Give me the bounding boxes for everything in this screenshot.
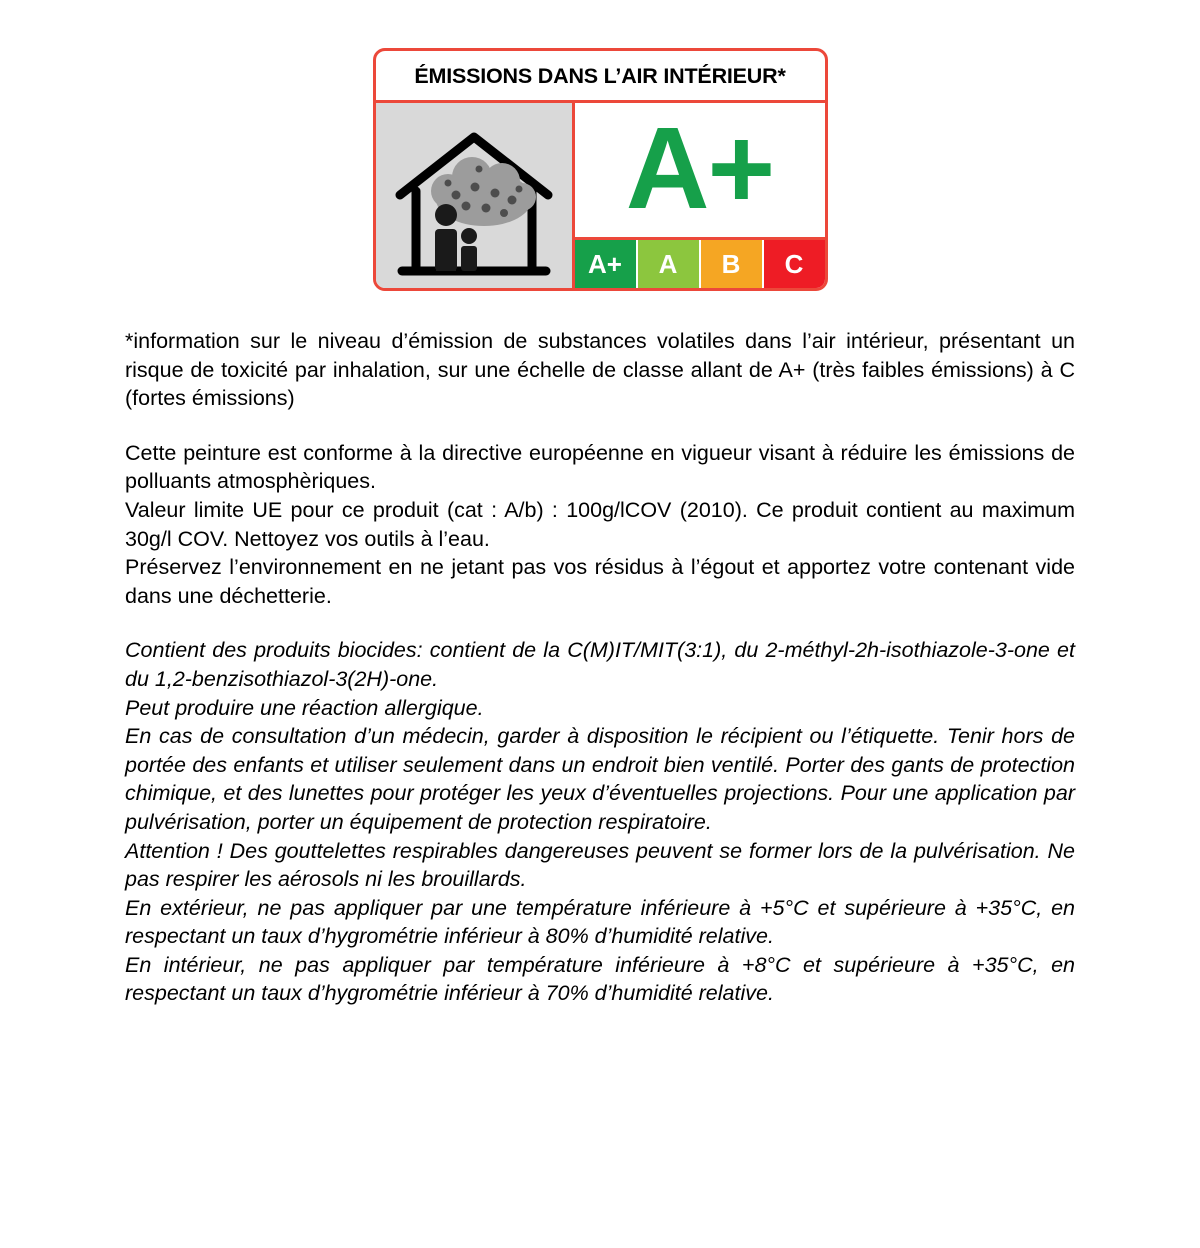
grade-cell-c: C (764, 240, 825, 288)
safety-block (125, 636, 1075, 1008)
regulatory-line-1: Cette peinture est conforme à la directive européenne en vigueur visant à réduire les émissions de polluants atmosphèriques. (125, 440, 1075, 494)
safety-line-2: Peut produire une réaction allergique. (125, 695, 484, 720)
emission-label-title: ÉMISSIONS DANS L’AIR INTÉRIEUR* (414, 64, 786, 88)
safety-line-1: Contient des produits biocides: contient de la C(M)IT/MIT(3:1), du 2-méthyl-2h-isothiazole-3-one et du 1,2-benzisothiazol-3(2H)-one. (125, 638, 1075, 691)
emission-grade-scale (575, 237, 825, 288)
footnote-block (125, 327, 1075, 413)
safety-line-3: En cas de consultation d’un médecin, garder à disposition le récipient ou l’étiquette. Tenir hors de portée des enfants et utiliser seulement dans un endroit bien ventilé. Porter des gants de protection chimique, et des lunettes pour protéger les yeux d’éventuelles projections. Pour une application par pulvérisation, porter un équipement de protection respiratoire. (125, 724, 1075, 834)
safety-line-6: En intérieur, ne pas appliquer par température inférieure à +8°C et supérieure à +35°C, en respectant un taux d’hygrométrie inférieur à 70% d’humidité relative. (125, 952, 1075, 1006)
grade-cell-a: A (638, 240, 701, 288)
safety-line-5: En extérieur, ne pas appliquer par une température inférieure à +5°C et supérieure à +35°C, en respectant un taux d’hygrométrie inférieur à 80% d’humidité relative. (125, 895, 1075, 949)
document-text (125, 327, 1075, 1008)
emission-grade-panel (575, 103, 825, 288)
emission-label-box (373, 48, 828, 291)
grade-cell-b: B (701, 240, 764, 288)
grade-cell-a-plus: A+ (575, 240, 638, 288)
emission-grade-value: A+ (625, 102, 774, 233)
emission-label (373, 48, 828, 291)
footnote-text: *information sur le niveau d’émission de substances volatiles dans l’air intérieur, présentant un risque de toxicité par inhalation, sur une échelle de classe allant de A+ (très faibles émissions) à C (fortes émissions) (125, 329, 1075, 411)
safety-line-4: Attention ! Des gouttelettes respirables dangereuses peuvent se former lors de la pulvérisation. Ne pas respirer les aérosols ni les brouillards. (125, 838, 1075, 892)
regulatory-block (125, 439, 1075, 611)
regulatory-line-2: Valeur limite UE pour ce produit (cat : A/b) : 100g/lCOV (2010). Ce produit contient au maximum 30g/l COV. Nettoyez vos outils à l’eau. (125, 497, 1075, 551)
emission-label-body (376, 100, 825, 288)
house-with-indoor-pollution-icon (376, 103, 575, 288)
regulatory-line-3: Préservez l’environnement en ne jetant pas vos résidus à l’égout et apportez votre contenant vide dans une déchetterie. (125, 555, 1075, 608)
